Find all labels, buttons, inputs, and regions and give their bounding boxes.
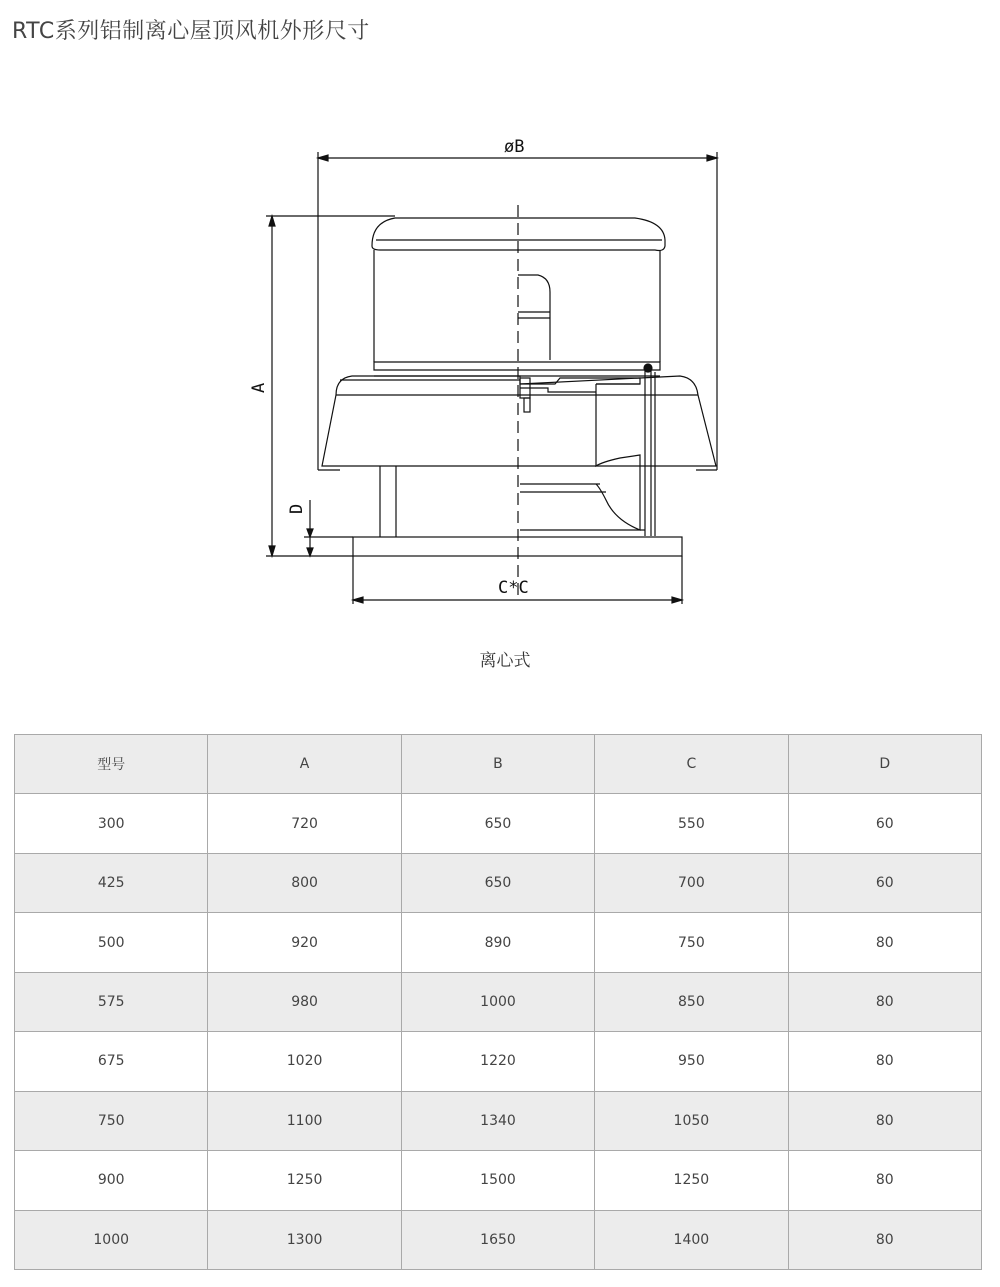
table-cell: 1400	[595, 1210, 788, 1270]
dim-label-c: C*C	[498, 578, 529, 598]
table-row	[15, 913, 982, 972]
table-cell: 700	[595, 853, 788, 912]
table-row	[15, 972, 982, 1031]
page-title: RTC系列铝制离心屋顶风机外形尺寸	[12, 19, 370, 44]
table-row	[15, 794, 982, 853]
table-cell: 575	[15, 972, 208, 1031]
header-cell-a: A	[208, 735, 401, 794]
table-cell: 1100	[208, 1091, 401, 1150]
table-cell: 850	[595, 972, 788, 1031]
table-cell: 80	[788, 1032, 981, 1091]
table-cell: 550	[595, 794, 788, 853]
table-cell: 1340	[401, 1091, 594, 1150]
header-cell-model: 型号	[15, 735, 208, 794]
table-cell: 650	[401, 794, 594, 853]
table-cell: 950	[595, 1032, 788, 1091]
table-cell: 80	[788, 972, 981, 1031]
table-cell: 920	[208, 913, 401, 972]
table-cell: 1250	[595, 1151, 788, 1210]
table-cell: 1250	[208, 1151, 401, 1210]
table-cell: 80	[788, 913, 981, 972]
header-cell-d: D	[788, 735, 981, 794]
table-cell: 425	[15, 853, 208, 912]
table-cell: 1000	[15, 1210, 208, 1270]
header-cell-b: B	[401, 735, 594, 794]
table-header-row	[15, 735, 982, 794]
table-cell: 1650	[401, 1210, 594, 1270]
table-cell: 675	[15, 1032, 208, 1091]
table-cell: 60	[788, 794, 981, 853]
table-cell: 720	[208, 794, 401, 853]
table-cell: 980	[208, 972, 401, 1031]
header-cell-c: C	[595, 735, 788, 794]
table-cell: 1000	[401, 972, 594, 1031]
table-cell: 60	[788, 853, 981, 912]
table-cell: 900	[15, 1151, 208, 1210]
dimension-table	[14, 734, 982, 1270]
table-cell: 1050	[595, 1091, 788, 1150]
table-cell: 80	[788, 1151, 981, 1210]
table-cell: 1020	[208, 1032, 401, 1091]
table-cell: 300	[15, 794, 208, 853]
table-cell: 890	[401, 913, 594, 972]
table-row	[15, 1032, 982, 1091]
table-cell: 750	[595, 913, 788, 972]
table-cell: 80	[788, 1091, 981, 1150]
table-cell: 650	[401, 853, 594, 912]
dim-label-a: A	[249, 382, 269, 393]
table-cell: 1220	[401, 1032, 594, 1091]
table-cell: 80	[788, 1210, 981, 1270]
table-cell: 800	[208, 853, 401, 912]
table-cell: 1300	[208, 1210, 401, 1270]
figure-caption: 离心式	[479, 651, 531, 671]
table-cell: 1500	[401, 1151, 594, 1210]
table-row	[15, 1091, 982, 1150]
fan-dimension-drawing	[230, 125, 750, 615]
dim-label-b: øB	[504, 137, 525, 157]
table-row	[15, 853, 982, 912]
table-cell: 500	[15, 913, 208, 972]
dim-label-d: D	[287, 503, 307, 514]
table-row	[15, 1151, 982, 1210]
table-cell: 750	[15, 1091, 208, 1150]
table-row	[15, 1210, 982, 1270]
